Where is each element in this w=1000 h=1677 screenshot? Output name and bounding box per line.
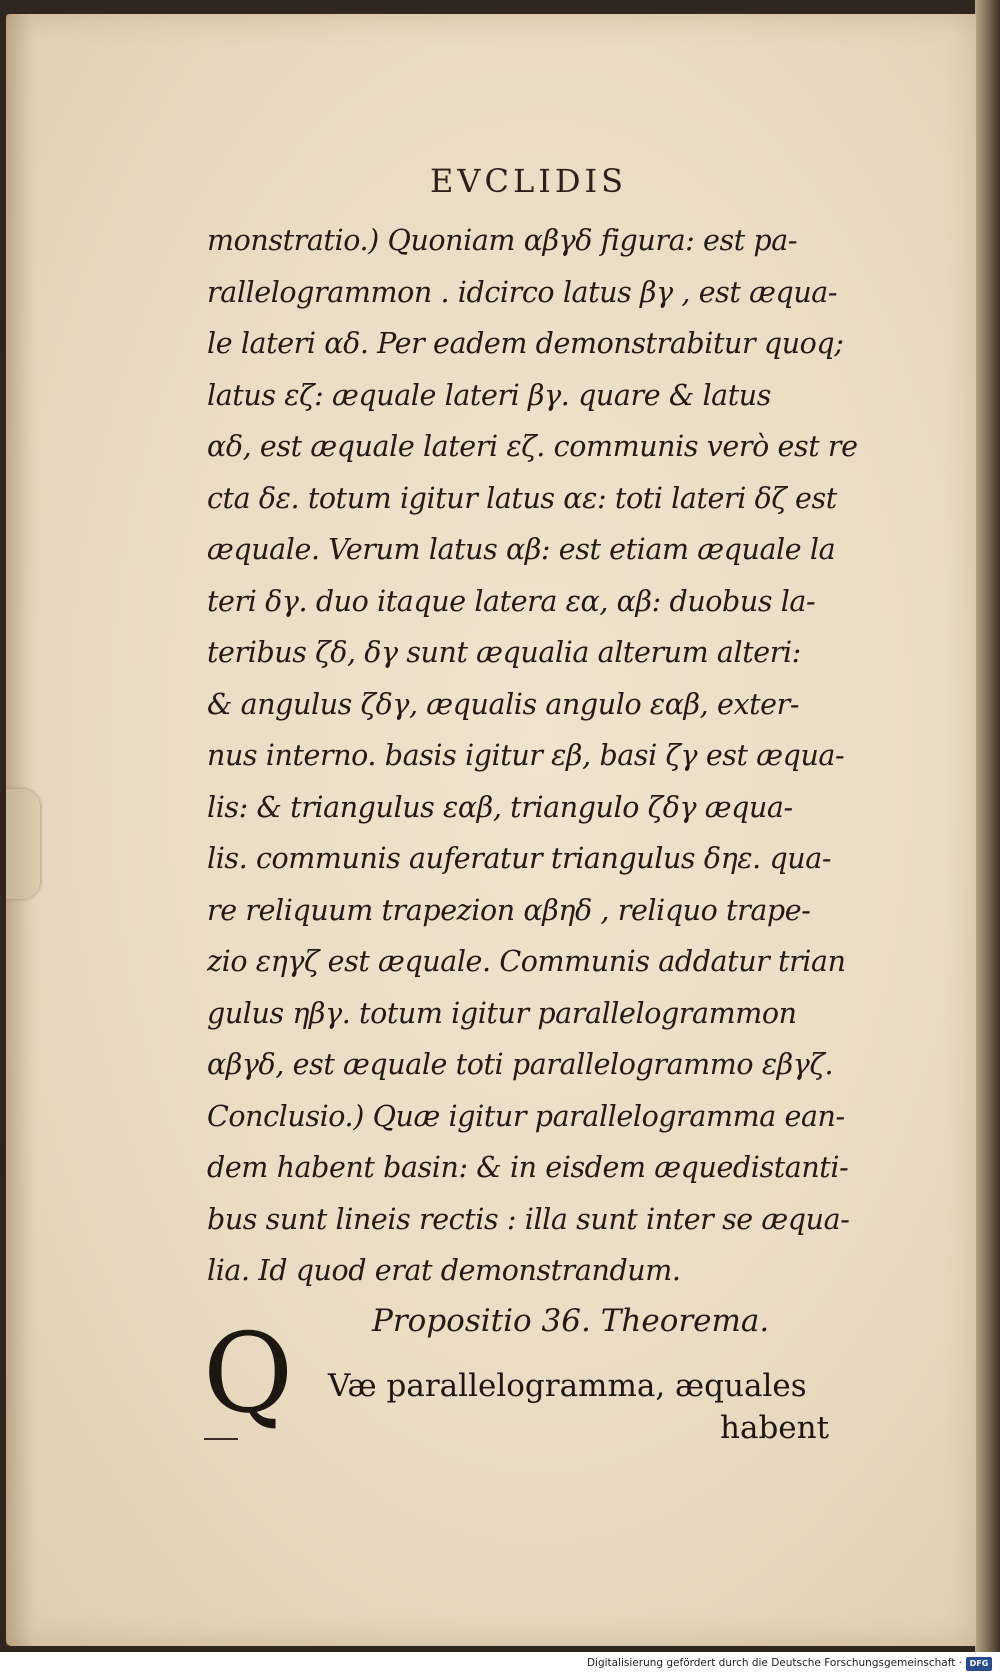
text-line: gulus ηβγ. totum igitur parallelogrammon <box>207 996 797 1030</box>
text-line: lis: & triangulus εαβ, triangulo ζδγ æqua- <box>207 790 793 824</box>
text-line: zio εηγζ est æquale. Communis addatur trian <box>207 945 846 978</box>
text-line: teribus ζδ, δγ sunt æqualia alterum alteri: <box>207 636 801 669</box>
text-line: monstratio.) Quoniam αβγδ figura: est pa- <box>207 224 798 257</box>
page-clip <box>6 789 40 899</box>
text-line: rallelogrammon . idcirco latus βγ , est æqua- <box>207 275 838 309</box>
text-line: re reliquum trapezion αβηδ , reliquo trape- <box>207 893 811 927</box>
text-line: nus interno. basis igitur εβ, basi ζγ est æqua- <box>207 739 845 772</box>
text-line: dem habent basin: & in eisdem æquedistanti- <box>207 1151 849 1184</box>
text-line: latus εζ: æquale lateri βγ. quare & latus <box>207 378 771 412</box>
text-line: teri δγ. duo itaque latera εα, αβ: duobus la- <box>207 584 816 618</box>
proposition-line: Væ parallelogramma, æquales <box>328 1368 807 1404</box>
text-line: æquale. Verum latus αβ: est etiam æquale la <box>207 533 836 566</box>
dfg-logo-icon: DFG <box>966 1657 992 1671</box>
text-line: bus sunt lineis rectis : illa sunt inter se æqua- <box>207 1202 850 1236</box>
proposition-line: habent <box>720 1410 830 1446</box>
page-edge <box>975 0 1000 1652</box>
dropcap-rule <box>204 1438 238 1440</box>
footer-credit: Digitalisierung gefördert durch die Deutsche Forschungsgemeinschaft · <box>586 1657 962 1669</box>
text-line: cta δε. totum igitur latus αε: toti lateri δζ est <box>207 481 837 515</box>
dropcap: Q <box>203 1309 294 1437</box>
text-line: αδ, est æquale lateri εζ. communis verò est re <box>207 430 858 463</box>
running-head: EVCLIDIS <box>430 162 628 200</box>
text-line: lia. Id quod erat demonstrandum. <box>207 1254 681 1287</box>
footer-bar <box>0 1652 1000 1677</box>
text-line: αβγδ, est æquale toti parallelogrammo εβγζ. <box>207 1048 834 1081</box>
proposition-heading: Propositio 36. Theorema. <box>372 1303 770 1339</box>
body-text <box>207 215 897 1297</box>
text-line: le lateri αδ. Per eadem demonstrabitur quoq; <box>207 327 844 360</box>
text-line: lis. communis auferatur triangulus δηε. qua- <box>207 842 832 875</box>
text-line: Conclusio.) Quæ igitur parallelogramma ean- <box>207 1099 845 1133</box>
text-line: & angulus ζδγ, æqualis angulo εαβ, exter- <box>207 687 800 721</box>
